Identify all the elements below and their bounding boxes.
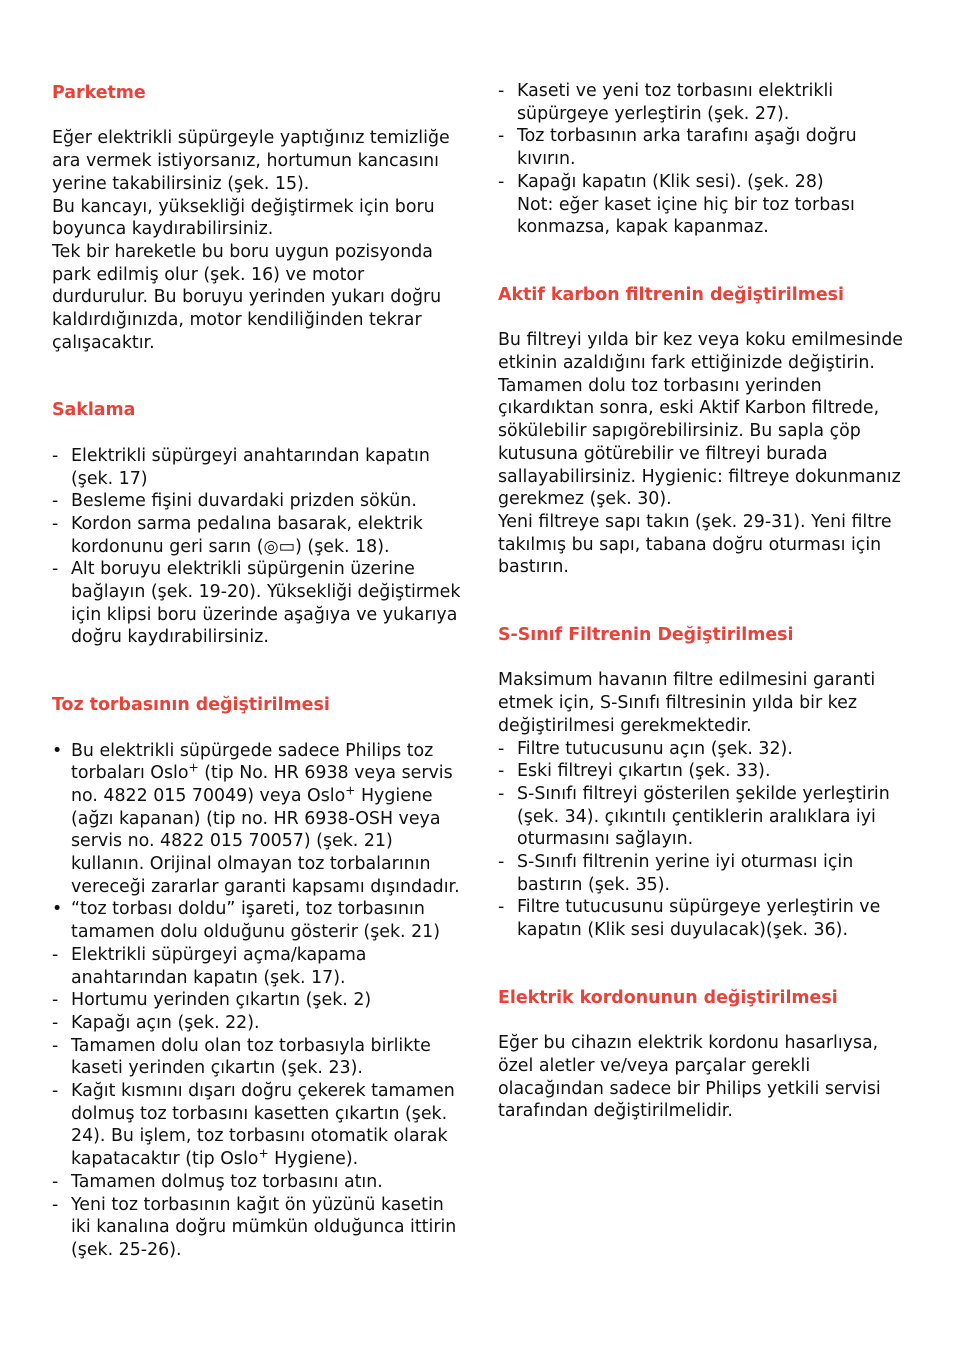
section-title-aktif-karbon: Aktif karbon filtrenin değiştirilmesi (498, 284, 844, 305)
dash-mark: - (52, 1035, 59, 1056)
paragraph: Yeni filtreye sapı takın (şek. 29-31). Yeni filtre takılmış bu sapı, tabana doğru oturması için bastırın. (498, 511, 892, 578)
section-title-parketme: Parketme (52, 83, 146, 103)
dash-mark: - (498, 783, 505, 804)
list-item: - Kapağı kapatın (Klik sesi). (şek. 28) Not: eğer kaset içine hiç bir toz torbası konmazsa, kapak kapanmaz. (498, 171, 855, 238)
list-item: - Kapağı açın (şek. 22). (52, 1012, 260, 1033)
dash-mark: - (52, 559, 59, 580)
bullet-mark: • (52, 740, 63, 761)
list-item: - Yeni toz torbasının kağıt ön yüzünü kasetin iki kanalına doğru mümkün olduğunca ittirin (şek. 25-26). (52, 1194, 457, 1260)
dash-mark: - (52, 990, 59, 1011)
list-item: - Alt boruyu elektrikli süpürgenin üzerine bağlayın (şek. 19-20). Yüksekliği değiştirmek için klipsi boru üzerinde aşağıya ve yukarıya doğru kaydırabilirsiniz. (52, 559, 461, 648)
list-item: - Kaseti ve yeni toz torbasını elektrikli süpürgeye yerleştirin (şek. 27). (498, 81, 834, 124)
dash-mark: - (498, 897, 505, 918)
section-title-elektrik-kordonu: Elektrik kordonunun değiştirilmesi (498, 987, 838, 1008)
bullet-mark: • (52, 899, 63, 920)
paragraph: Tek bir hareketle bu boru uygun pozisyonda park edilmiş olur (şek. 16) ve motor durdurulur. Bu boruyu yerinden yukarı doğru kaldırdığınızda, motor kendiliğinden tekrar çalışacaktır. (52, 241, 442, 353)
paragraph: Bu filtreyi yılda bir kez veya koku emilmesinde etkinin azaldığını fark ettiğinizde değiştirin. Tamamen dolu toz torbasını yerinden çıkardıktan sonra, eski Aktif Karbon filtrede, sökülebilir sapıgörebilirsiniz. Bu sapla çöp kutusuna götürebilir ve filtreyi burada sallayabilirsiniz. Hygienic: filtreye dokunmanız gerekmez (şek. 30). (498, 330, 903, 510)
paragraph: Eğer elektrikli süpürgeyle yaptığınız temizliğe ara vermek istiyorsanız, hortumun kancasını yerine takabilirsiniz (şek. 15). (52, 128, 450, 194)
list-item: - Kordon sarma pedalına basarak, elektrik kordonunu geri sarın (◎▭) (şek. 18). (52, 513, 423, 557)
continued-list (498, 80, 908, 239)
dash-mark: - (52, 1171, 59, 1192)
dash-mark: - (52, 491, 59, 512)
paragraph: Eğer bu cihazın elektrik kordonu hasarlıysa, özel aletler ve/veya parçalar gerekli olacağından sadece bir Philips yetkili servisi tarafından değiştirilmelidir. (498, 1033, 881, 1122)
dash-mark: - (52, 1012, 59, 1033)
list-item: - Filtre tutucusunu açın (şek. 32). (498, 738, 793, 759)
right-column (498, 80, 908, 1123)
list-item: - Toz torbasının arka tarafını aşağı doğru kıvırın. (498, 126, 857, 170)
section-title-saklama: Saklama (52, 400, 136, 421)
dash-mark: - (52, 513, 59, 534)
left-column (52, 80, 462, 1262)
paragraph: Maksimum havanın filtre edilmesini garanti etmek için, S-Sınıfı filtresinin yılda bir kez değiştirilmesi gerekmektedir. (498, 670, 876, 736)
list-item: - Tamamen dolu olan toz torbasıyla birlikte kaseti yerinden çıkartın (şek. 23). (52, 1035, 431, 1079)
list-item: • Bu elektrikli süpürgede sadece Philips toz torbaları Oslo+ (tip No. HR 6938 veya servis no. 4822 015 70049) veya Oslo+ Hygiene (ağzı kapanan) (tip no. HR 6938-OSH veya servis no. 4822 015 70057) (şek. 21) kullanın. Orijinal olmayan toz torbalarının vereceği zararlar garanti kapsamı dışındadır. (52, 740, 460, 897)
note-text: Not: eğer kaset içine hiç bir toz torbası konmazsa, kapak kapanmaz. (517, 194, 855, 238)
saklama-list (52, 445, 462, 649)
list-item: - S-Sınıfı filtreyi gösterilen şekilde yerleştirin (şek. 34). çıkıntılı çentiklerin aralıklara iyi oturmasını sağlayın. (498, 783, 890, 850)
paragraph: Bu kancayı, yüksekliği değiştirmek için boru boyunca kaydırabilirsiniz. (52, 196, 435, 240)
list-item: - Tamamen dolmuş toz torbasını atın. (52, 1171, 383, 1192)
dash-mark: - (498, 171, 505, 192)
dash-mark: - (498, 126, 505, 147)
list-item: - Eski filtreyi çıkartın (şek. 33). (498, 761, 771, 782)
dash-mark: - (498, 81, 505, 101)
dash-mark: - (498, 761, 505, 782)
dash-mark: - (498, 738, 505, 759)
plus-mark: + (345, 783, 356, 798)
dash-mark: - (52, 944, 59, 965)
toz-torbasi-list (52, 740, 462, 1262)
list-item: - S-Sınıfı filtrenin yerine iyi oturması için bastırın (şek. 35). (498, 852, 854, 895)
dash-mark: - (52, 1081, 59, 1102)
dash-mark: - (52, 1194, 59, 1215)
s-sinif-list (498, 738, 908, 942)
list-item: • “toz torbası doldu” işareti, toz torbasının tamamen dolu olduğunu gösterir (şek. 21) (52, 899, 440, 943)
plus-mark: + (258, 1146, 269, 1161)
list-item: - Filtre tutucusunu süpürgeye yerleştirin ve kapatın (Klik sesi duyulacak)(şek. 36). (498, 897, 881, 941)
list-item: - Elektrikli süpürgeyi açma/kapama anahtarından kapatın (şek. 17). (52, 944, 367, 988)
section-title-toz-torbasi: Toz torbasının değiştirilmesi (52, 695, 330, 716)
dash-mark: - (52, 445, 59, 466)
section-title-s-sinif: S-Sınıf Filtrenin Değiştirilmesi (498, 625, 794, 646)
list-item: - Elektrikli süpürgeyi anahtarından kapatın (şek. 17) (52, 445, 430, 489)
dash-mark: - (498, 852, 505, 873)
list-item: - Besleme fişini duvardaki prizden sökün. (52, 491, 417, 512)
list-item: - Hortumu yerinden çıkartın (şek. 2) (52, 990, 372, 1011)
plus-mark: + (188, 760, 199, 775)
list-item: - Kağıt kısmını dışarı doğru çekerek tamamen dolmuş toz torbasını kasetten çıkartın (şek. 24). Bu işlem, toz torbasını otomatik olarak kapatacaktır (tip Oslo+ Hygiene). (52, 1081, 455, 1170)
